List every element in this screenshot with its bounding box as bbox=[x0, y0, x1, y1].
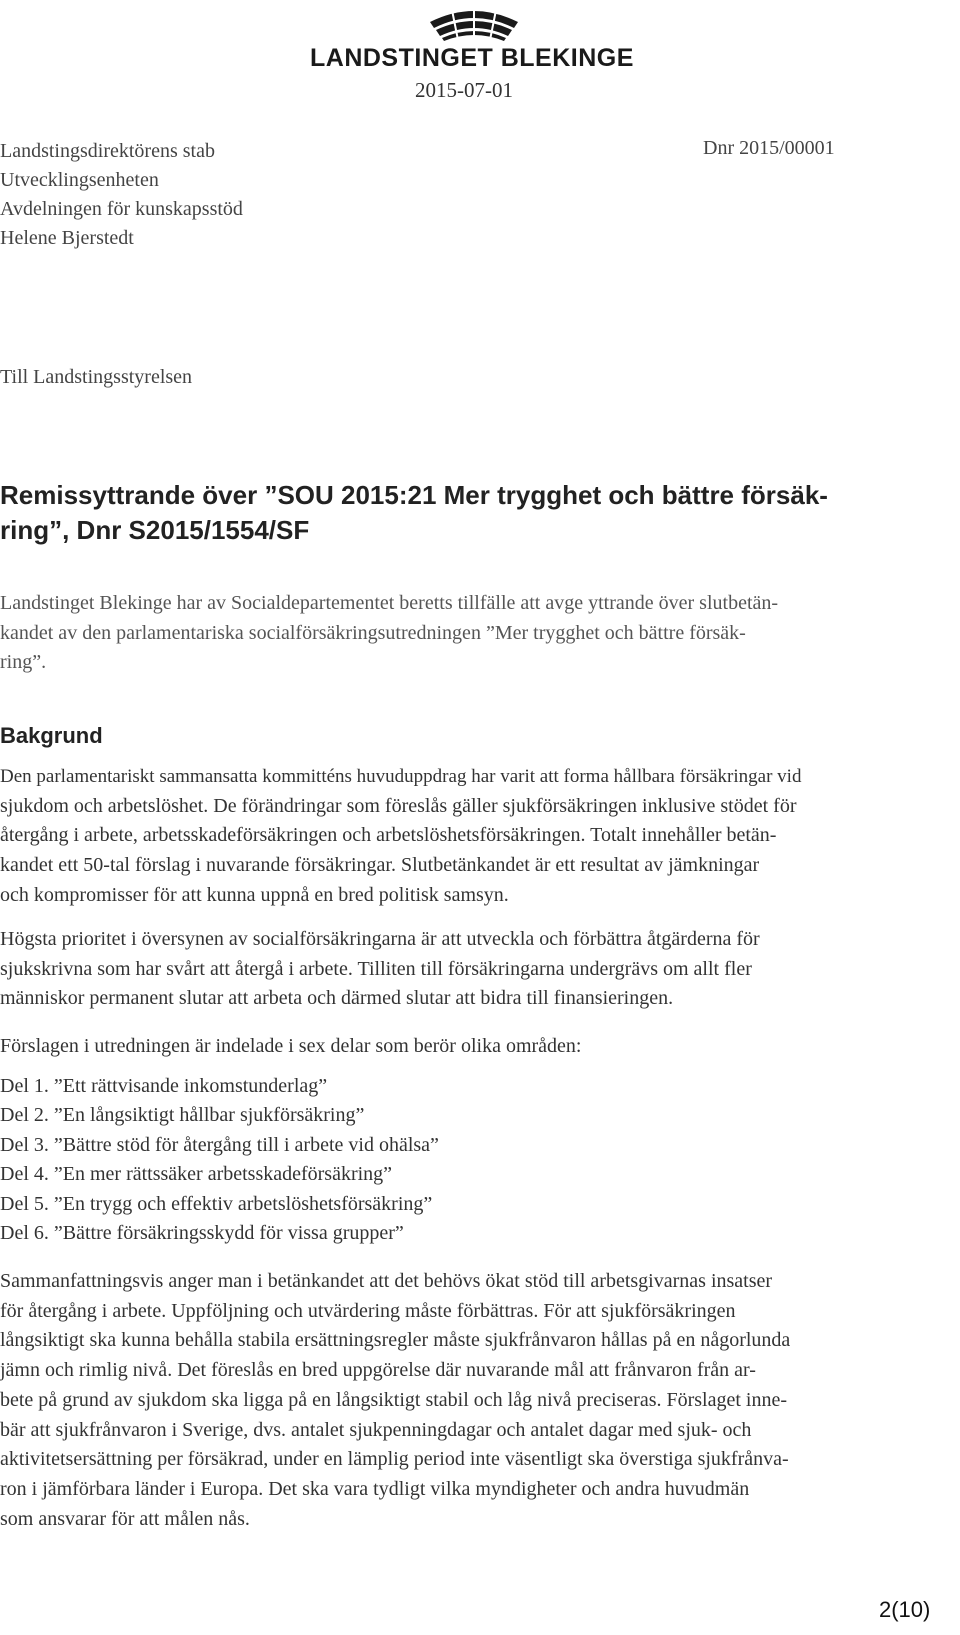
paragraph-line: Högsta prioritet i översynen av socialförsäkringarna är att utveckla och förbättra åtgärderna för bbox=[0, 928, 760, 950]
paragraph-line: långsiktigt ska kunna behålla stabila ersättningsregler måste sjukfrånvaron hållas på en någorlunda bbox=[0, 1329, 791, 1352]
sender-line: Helene Bjerstedt bbox=[0, 227, 134, 249]
list-item: Del 4. ”En mer rättssäker arbetsskadeförsäkring” bbox=[0, 1163, 393, 1186]
list-item: Del 5. ”En trygg och effektiv arbetslöshetsförsäkring” bbox=[0, 1192, 433, 1215]
paragraph-line: som ansvarar för att målen nås. bbox=[0, 1507, 250, 1530]
crown-emblem-icon bbox=[428, 6, 520, 42]
sender-line: Utvecklingsenheten bbox=[0, 169, 159, 191]
sender-line: Landstingsdirektörens stab bbox=[0, 140, 215, 162]
list-item: Del 1. ”Ett rättvisande inkomstunderlag” bbox=[0, 1075, 328, 1097]
paragraph-line: jämn och rimlig nivå. Det föreslås en bred uppgörelse där nuvarande mål att frånvaron från ar- bbox=[0, 1359, 756, 1382]
sender-line: Avdelningen för kunskapsstöd bbox=[0, 198, 243, 220]
list-item: Del 3. ”Bättre stöd för återgång till i arbete vid ohälsa” bbox=[0, 1133, 439, 1156]
summary-paragraph bbox=[0, 1267, 955, 1534]
paragraph-line: ron i jämförbara länder i Europa. Det ska vara tydligt vilka myndigheter och andra huvudmän bbox=[0, 1477, 750, 1500]
paragraph-line: för återgång i arbete. Uppföljning och utvärdering måste förbättras. För att sjukförsäkringen bbox=[0, 1299, 736, 1322]
paragraph-line: bete på grund av sjukdom ska ligga på en långsiktigt stabil och låg nivå preciseras. Förslaget inne- bbox=[0, 1388, 788, 1411]
paragraph-line: ring”. bbox=[0, 651, 47, 674]
title-line: Remissyttrande över ”SOU 2015:21 Mer trygghet och bättre försäk- bbox=[0, 480, 828, 510]
paragraph-line: Den parlamentariskt sammansatta kommitténs huvuduppdrag har varit att forma hållbara försäkringar vid bbox=[0, 766, 802, 787]
section-heading: Bakgrund bbox=[0, 723, 103, 748]
document-title bbox=[0, 478, 945, 548]
intro-paragraph bbox=[0, 589, 955, 678]
paragraph-line: Sammanfattningsvis anger man i betänkandet att det behövs ökat stöd till arbetsgivarnas insatser bbox=[0, 1270, 773, 1292]
paragraph-line: Landstinget Blekinge har av Socialdepartementet beretts tillfälle att avge yttrande över slutbetän- bbox=[0, 592, 779, 614]
parts-list bbox=[0, 1072, 439, 1248]
paragraph-line: människor permanent slutar att arbeta och därmed slutar att bidra till finansieringen. bbox=[0, 987, 674, 1010]
list-item: Del 2. ”En långsiktigt hållbar sjukförsäkring” bbox=[0, 1104, 365, 1127]
paragraph-line: sjukskrivna som har svårt att återgå i arbete. Tilliten till försäkringarna undergrävs om allt fler bbox=[0, 957, 752, 980]
paragraph-line: kandet ett 50-tal förslag i nuvarande försäkringar. Slutbetänkandet är ett resultat av jämkningar bbox=[0, 854, 760, 877]
list-item: Del 6. ”Bättre försäkringsskydd för vissa grupper” bbox=[0, 1222, 404, 1245]
recipient: Till Landstingsstyrelsen bbox=[0, 366, 193, 388]
title-line: ring”, Dnr S2015/1554/SF bbox=[0, 515, 310, 545]
document-date: 2015-07-01 bbox=[415, 78, 513, 102]
background-paragraph-2 bbox=[0, 925, 955, 1014]
paragraph-line: återgång i arbete, arbetsskadeförsäkringen och arbetslöshetsförsäkringen. Totalt innehåller betän- bbox=[0, 824, 777, 847]
paragraph-line: bär att sjukfrånvaron i Sverige, dvs. antalet sjukpenningdagar och antalet dagar med sjuk- och bbox=[0, 1418, 752, 1441]
background-paragraph-1 bbox=[0, 762, 955, 911]
paragraph-line: sjukdom och arbetslöshet. De förändringar som föreslås gäller sjukförsäkringen inklusive stödet för bbox=[0, 794, 797, 817]
paragraph-line: kandet av den parlamentariska socialförsäkringsutredningen ”Mer trygghet och bättre försäk- bbox=[0, 621, 746, 644]
logo-text: LANDSTINGET BLEKINGE bbox=[310, 44, 634, 72]
paragraph-line: och kompromisser för att kunna uppnå en bred politisk samsyn. bbox=[0, 883, 509, 906]
parts-intro: Förslagen i utredningen är indelade i sex delar som berör olika områden: bbox=[0, 1035, 582, 1057]
paragraph-line: aktivitetsersättning per försäkrad, under en lämplig period inte väsentligt ska överstiga sjukfrånva- bbox=[0, 1448, 789, 1471]
sender-block bbox=[0, 137, 243, 253]
diary-number: Dnr 2015/00001 bbox=[703, 137, 835, 159]
page-number: 2(10) bbox=[879, 1597, 931, 1622]
logo bbox=[310, 6, 650, 73]
